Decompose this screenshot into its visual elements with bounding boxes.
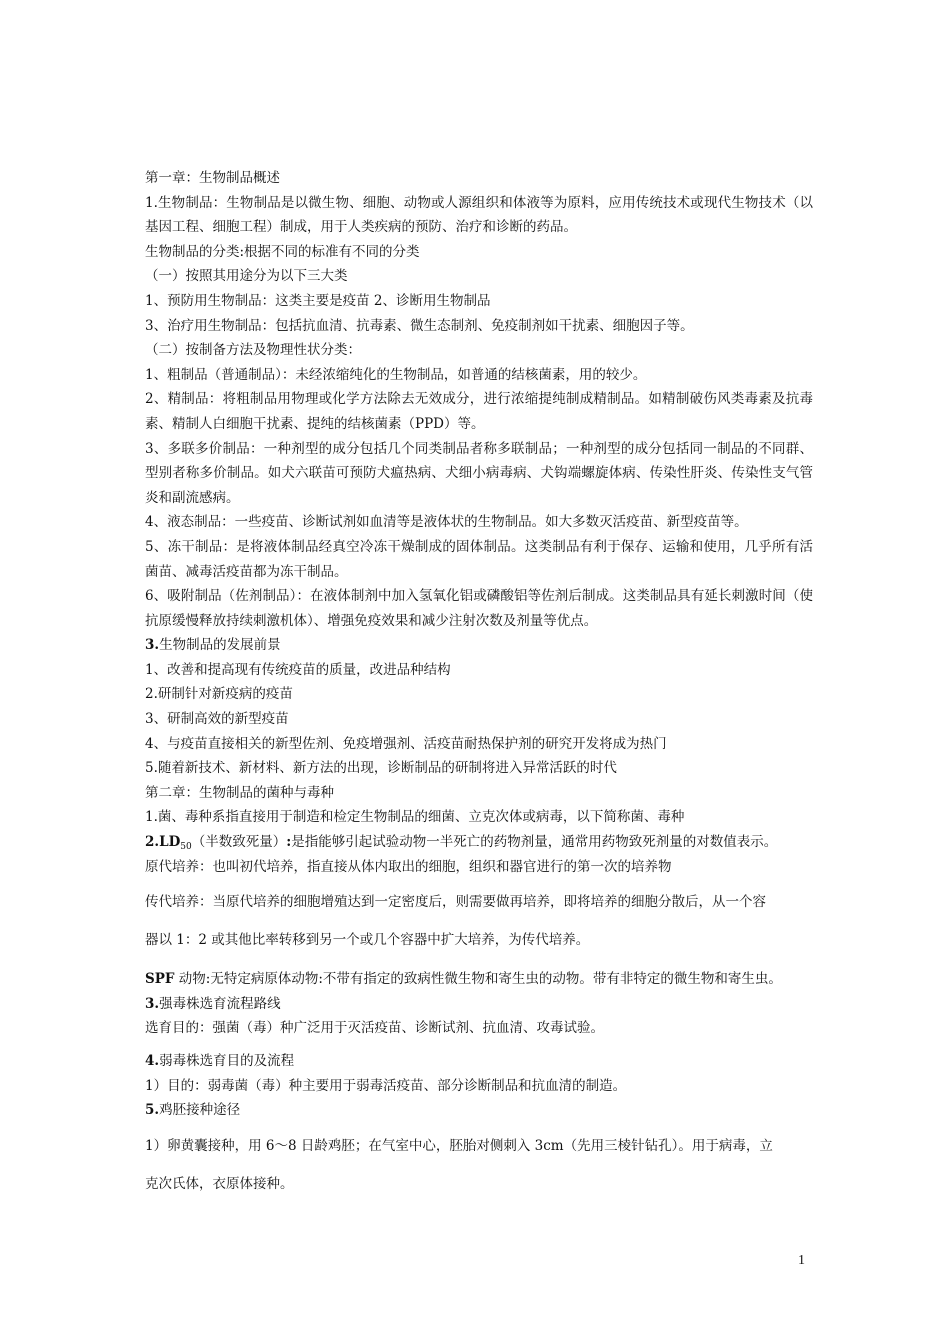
strain-definition: 1.菌、毒种系指直接用于制造和检定生物制品的细菌、立克次体或病毒，以下简称菌、毒种 [145,809,685,826]
ld50-paren: （半数致死量） [191,834,287,851]
list-item-prospect-5: 5.随着新技术、新材料、新方法的出现，诊断制品的研制将进入异常活跃的时代 [145,760,617,777]
list-item-prospect-1: 1、改善和提高现有传统疫苗的质量，改进品种结构 [145,661,451,678]
list-item-method-5: 5、冻干制品：是将液体制品经真空冷冻干燥制成的固体制品。这类制品有利于保存、运输和使用，几乎所有活菌苗、减毒活疫苗都为冻干制品。 [145,538,813,580]
section-by-use-heading: （一）按照其用途分为以下三大类 [145,268,348,285]
section-title: 鸡胚接种途径 [159,1102,241,1119]
list-item-prospect-2: 2.研制针对新疫病的疫苗 [145,686,293,703]
spf-definition [145,967,813,992]
chapter-2-title: 第二章：生物制品的菌种与毒种 [145,784,334,801]
section-title: 生物制品的发展前景 [159,637,281,654]
ld50-label: 2.LD [145,834,181,851]
list-item-use-1-2: 1、预防用生物制品：这类主要是疫苗 2、诊断用生物制品 [145,292,491,309]
page-number: 1 [798,1253,805,1268]
list-item-prospect-4: 4、与疫苗直接相关的新型佐剂、免疫增强剂、活疫苗耐热保护剂的研究开发将成为热门 [145,735,667,752]
section-embryo-heading [145,1098,813,1123]
section-number: 4. [145,1053,160,1069]
embryo-route-line-1: 1）卵黄囊接种，用 6～8 日龄鸡胚；在气室中心，胚胎对侧刺入 3cm（先用三棱针钻孔）。用于病毒，立 [145,1137,773,1154]
list-item-method-4: 4、液态制品：一些疫苗、诊断试剂如血清等是液体状的生物制品。如大多数灭活疫苗、新型疫苗等。 [145,514,748,531]
section-weak-strain-heading [145,1049,813,1074]
strong-strain-purpose: 选育目的：强菌（毒）种广泛用于灭活疫苗、诊断试剂、抗血清、攻毒试验。 [145,1020,604,1037]
passage-culture-line-2: 器以 1：2 或其他比率转移到另一个或几个容器中扩大培养，为传代培养。 [145,932,590,949]
list-item-use-3: 3、治疗用生物制品：包括抗血清、抗毒素、微生态制剂、免疫制剂如干扰素、细胞因子等。 [145,317,694,334]
section-by-method-heading: （二）按制备方法及物理性状分类： [145,342,361,359]
section-number: 5. [145,1102,160,1119]
section-title: 弱毒株选育目的及流程 [159,1053,295,1069]
list-item-method-6: 6、吸附制品（佐剂制品）：在液体制剂中加入氢氧化铝或磷酸铝等佐剂后制成。这类制品具有延长刺激时间（使抗原缓慢释放持续刺激机体）、增强免疫效果和减少注射次数及剂量等优点。 [145,588,813,629]
spf-label: SPF [145,971,175,988]
spf-text: 动物:无特定病原体动物:不带有指定的致病性微生物和寄生虫的动物。带有非特定的微生物和寄生虫。 [174,971,782,988]
embryo-route-line-2: 克次氏体，衣原体接种。 [145,1175,294,1192]
chapter-1-title: 第一章：生物制品概述 [145,170,280,186]
paragraph-bio-product-definition: 1.生物制品：生物制品是以微生物、细胞、动物或人源组织和体液等为原料，应用传统技术或现代生物技术（以基因工程、细胞工程）制成，用于人类疾病的预防、治疗和诊断的药品。 [145,194,813,236]
list-item-method-3: 3、多联多价制品：一种剂型的成分包括几个同类制品者称多联制品；一种剂型的成分包括同一制品的不同群、型别者称多价制品。如犬六联苗可预防犬瘟热病、犬细小病毒病、犬钩端螺旋体病、传染性肝炎、传染性支气管炎和副流感病。 [145,440,813,506]
ld50-colon: : [286,834,292,851]
list-item-prospect-3: 3、研制高效的新型疫苗 [145,711,289,728]
document-body [145,166,813,1203]
ld50-definition [145,830,813,855]
primary-culture-definition: 原代培养：也叫初代培养，指直接从体内取出的细胞，组织和器官进行的第一次的培养物 [145,858,672,875]
classification-intro: 生物制品的分类:根据不同的标准有不同的分类 [145,243,420,260]
list-item-method-1: 1、粗制品（普通制品）：未经浓缩纯化的生物制品，如普通的结核菌素，用的较少。 [145,366,647,383]
ld50-text: 是指能够引起试验动物一半死亡的药物剂量，通常用药物致死剂量的对数值表示。 [291,834,778,851]
section-prospects-heading [145,633,813,658]
section-number: 3. [145,995,160,1012]
section-title: 强毒株选育流程路线 [159,995,281,1012]
passage-culture-line-1: 传代培养：当原代培养的细胞增殖达到一定密度后，则需要做再培养，即将培养的细胞分散后，从一个容 [145,894,766,911]
weak-strain-purpose: 1）目的：弱毒菌（毒）种主要用于弱毒活疫苗、部分诊断制品和抗血清的制造。 [145,1077,627,1094]
section-number: 3. [145,637,160,654]
list-item-method-2: 2、精制品：将粗制品用物理或化学方法除去无效成分，进行浓缩提纯制成精制品。如精制破伤风类毒素及抗毒素、精制人白细胞干扰素、提纯的结核菌素（PPD）等。 [145,391,813,432]
section-strong-strain-heading [145,992,813,1017]
ld50-subscript: 50 [180,842,192,853]
